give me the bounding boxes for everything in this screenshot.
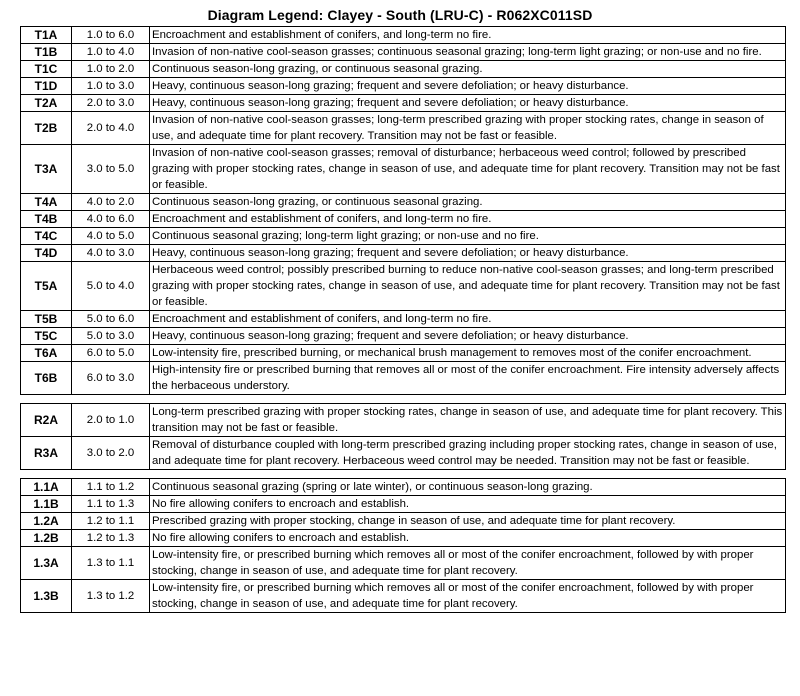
row-description: Heavy, continuous season-long grazing; frequent and severe defoliation; or heavy disturbance. <box>150 245 786 262</box>
legend-row <box>21 44 786 61</box>
row-range: 6.0 to 5.0 <box>72 345 150 362</box>
row-description: No fire allowing conifers to encroach and establish. <box>150 496 786 513</box>
legend-row <box>21 245 786 262</box>
row-range: 5.0 to 3.0 <box>72 328 150 345</box>
row-code: 1.1A <box>21 479 72 496</box>
row-description: Low-intensity fire, or prescribed burning which removes all or most of the conifer encroachment, followed by with proper stocking, change in season of use, and adequate time for plant recovery. <box>150 547 786 580</box>
row-code: R2A <box>21 404 72 437</box>
row-code: 1.3A <box>21 547 72 580</box>
transitions-table <box>20 26 786 395</box>
row-range: 1.0 to 2.0 <box>72 61 150 78</box>
legend-row <box>21 530 786 547</box>
row-range: 4.0 to 2.0 <box>72 194 150 211</box>
legend-row <box>21 78 786 95</box>
legend-row <box>21 437 786 470</box>
legend-row <box>21 112 786 145</box>
row-code: T1D <box>21 78 72 95</box>
row-code: T5A <box>21 262 72 311</box>
row-description: Low-intensity fire, or prescribed burning which removes all or most of the conifer encroachment, followed by with proper stocking, change in season of use, and adequate time for plant recovery. <box>150 580 786 613</box>
row-description: Encroachment and establishment of conifers, and long-term no fire. <box>150 211 786 228</box>
legend-row <box>21 496 786 513</box>
row-code: T2A <box>21 95 72 112</box>
row-code: 1.2A <box>21 513 72 530</box>
row-range: 4.0 to 5.0 <box>72 228 150 245</box>
legend-row <box>21 211 786 228</box>
row-range: 1.2 to 1.1 <box>72 513 150 530</box>
row-code: T4C <box>21 228 72 245</box>
row-code: T6B <box>21 362 72 395</box>
row-range: 2.0 to 3.0 <box>72 95 150 112</box>
row-description: Continuous season-long grazing, or continuous seasonal grazing. <box>150 194 786 211</box>
row-description: Removal of disturbance coupled with long-term prescribed grazing including proper stocking rates, change in season of use, and adequate time for plant recovery. Herbaceous weed control may be needed. Transition may not be fast or feasible. <box>150 437 786 470</box>
row-code: T4A <box>21 194 72 211</box>
row-description: Heavy, continuous season-long grazing; frequent and severe defoliation; or heavy disturbance. <box>150 328 786 345</box>
legend-row <box>21 311 786 328</box>
row-description: High-intensity fire or prescribed burning that removes all or most of the conifer encroachment. Fire intensity adversely affects the herbaceous understory. <box>150 362 786 395</box>
row-description: Encroachment and establishment of conifers, and long-term no fire. <box>150 27 786 44</box>
row-range: 1.1 to 1.3 <box>72 496 150 513</box>
row-range: 3.0 to 2.0 <box>72 437 150 470</box>
diagram-legend-title: Diagram Legend: Clayey - South (LRU-C) - R062XC011SD <box>207 7 593 23</box>
row-code: T6A <box>21 345 72 362</box>
row-description: Heavy, continuous season-long grazing; frequent and severe defoliation; or heavy disturbance. <box>150 95 786 112</box>
row-description: Prescribed grazing with proper stocking, change in season of use, and adequate time for plant recovery. <box>150 513 786 530</box>
legend-row <box>21 145 786 194</box>
row-range: 4.0 to 6.0 <box>72 211 150 228</box>
legend-row <box>21 27 786 44</box>
row-description: Low-intensity fire, prescribed burning, or mechanical brush management to removes most of the conifer encroachment. <box>150 345 786 362</box>
row-code: T1C <box>21 61 72 78</box>
legend-row <box>21 345 786 362</box>
row-code: T5B <box>21 311 72 328</box>
row-description: Encroachment and establishment of conifers, and long-term no fire. <box>150 311 786 328</box>
row-description: Invasion of non-native cool-season grasses; long-term prescribed grazing with proper stocking rates, change in season of use, and adequate time for plant recovery. Transition may not be fast or feasible. <box>150 112 786 145</box>
row-range: 1.0 to 4.0 <box>72 44 150 61</box>
row-code: 1.3B <box>21 580 72 613</box>
legend-row <box>21 362 786 395</box>
legend-row <box>21 404 786 437</box>
row-description: Long-term prescribed grazing with proper stocking rates, change in season of use, and adequate time for plant recovery. This transition may not be fast or feasible. <box>150 404 786 437</box>
row-description: Continuous seasonal grazing; long-term light grazing; or non-use and no fire. <box>150 228 786 245</box>
row-code: T4D <box>21 245 72 262</box>
pathways-table <box>20 478 786 613</box>
legend-row <box>21 513 786 530</box>
row-code: T1B <box>21 44 72 61</box>
row-range: 1.2 to 1.3 <box>72 530 150 547</box>
legend-row <box>21 61 786 78</box>
row-range: 1.0 to 3.0 <box>72 78 150 95</box>
row-code: R3A <box>21 437 72 470</box>
row-description: Invasion of non-native cool-season grasses; removal of disturbance; herbaceous weed control; followed by prescribed grazing with proper stocking rates, change in season of use, and adequate time for plant recovery. Transition may not be fast or feasible. <box>150 145 786 194</box>
legend-row <box>21 580 786 613</box>
row-range: 3.0 to 5.0 <box>72 145 150 194</box>
row-description: Heavy, continuous season-long grazing; frequent and severe defoliation; or heavy disturbance. <box>150 78 786 95</box>
row-range: 4.0 to 3.0 <box>72 245 150 262</box>
legend-row <box>21 262 786 311</box>
row-description: No fire allowing conifers to encroach and establish. <box>150 530 786 547</box>
row-code: T2B <box>21 112 72 145</box>
legend-row <box>21 479 786 496</box>
row-code: T4B <box>21 211 72 228</box>
row-description: Herbaceous weed control; possibly prescribed burning to reduce non-native cool-season grasses; and long-term prescribed grazing with proper stocking rates, change in season of use, and adequate time for plant recovery. Transition may not be fast or feasible. <box>150 262 786 311</box>
row-code: T1A <box>21 27 72 44</box>
row-range: 1.0 to 6.0 <box>72 27 150 44</box>
legend-row <box>21 547 786 580</box>
row-description: Invasion of non-native cool-season grasses; continuous seasonal grazing; long-term light grazing; or non-use and no fire. <box>150 44 786 61</box>
row-range: 5.0 to 4.0 <box>72 262 150 311</box>
legend-row <box>21 328 786 345</box>
row-description: Continuous seasonal grazing (spring or late winter), or continuous season-long grazing. <box>150 479 786 496</box>
row-code: 1.1B <box>21 496 72 513</box>
row-range: 1.3 to 1.2 <box>72 580 150 613</box>
legend-row <box>21 194 786 211</box>
row-code: T3A <box>21 145 72 194</box>
row-code: T5C <box>21 328 72 345</box>
row-range: 2.0 to 1.0 <box>72 404 150 437</box>
row-code: 1.2B <box>21 530 72 547</box>
row-range: 5.0 to 6.0 <box>72 311 150 328</box>
row-range: 1.3 to 1.1 <box>72 547 150 580</box>
legend-row <box>21 228 786 245</box>
row-range: 2.0 to 4.0 <box>72 112 150 145</box>
legend-row <box>21 95 786 112</box>
row-range: 6.0 to 3.0 <box>72 362 150 395</box>
row-description: Continuous season-long grazing, or continuous seasonal grazing. <box>150 61 786 78</box>
restorations-table <box>20 403 786 470</box>
row-range: 1.1 to 1.2 <box>72 479 150 496</box>
